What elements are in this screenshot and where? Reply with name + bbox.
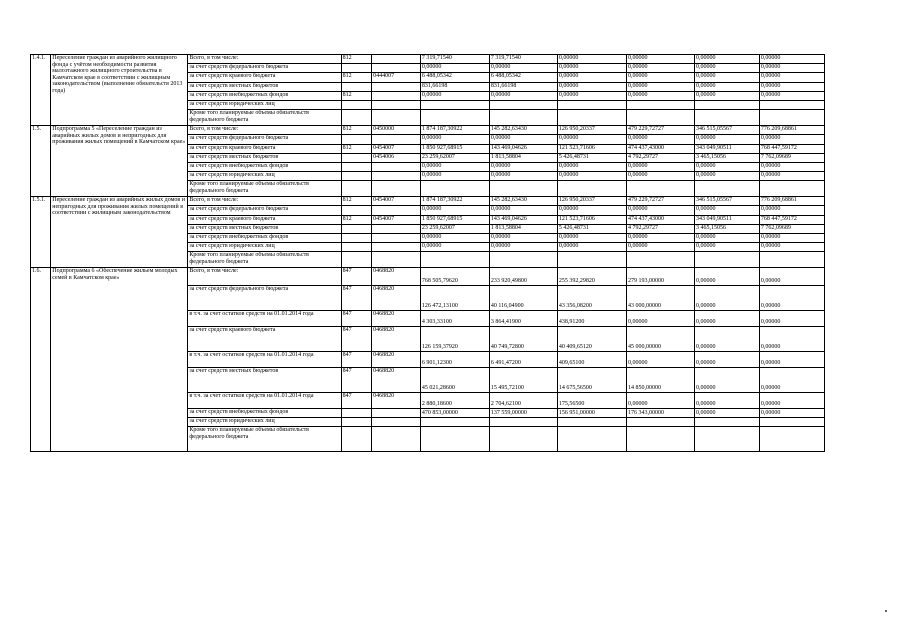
amount-cell: 438,91200 — [557, 310, 626, 326]
amount-cell — [557, 427, 626, 452]
amount-cell: 0,00000 — [626, 82, 694, 91]
amount-cell: 143 469,04626 — [489, 215, 557, 224]
target-article-code: 0454007 — [372, 215, 421, 224]
amount-cell — [420, 181, 489, 197]
amount-cell — [489, 418, 557, 427]
amount-cell: 0,00000 — [759, 351, 824, 367]
amount-cell — [420, 252, 489, 268]
department-code — [341, 408, 371, 417]
amount-cell — [557, 252, 626, 268]
amount-cell: 0,00000 — [489, 64, 557, 73]
amount-cell: 0,00000 — [557, 64, 626, 73]
target-article-code — [372, 135, 421, 144]
funding-source: Кроме того планируемые объемы обязательств федерального бюджета — [188, 252, 341, 268]
amount-cell: 5 426,48731 — [557, 153, 626, 162]
amount-cell: 0,00000 — [626, 135, 694, 144]
amount-cell: 2 880,18600 — [420, 392, 489, 408]
funding-source: за счет средств юридических лиц — [188, 418, 341, 427]
funding-source: за счет средств федерального бюджета — [188, 64, 341, 73]
target-article-code: 0468820 — [372, 326, 421, 351]
target-article-code — [372, 418, 421, 427]
amount-cell: 776 209,68861 — [759, 126, 824, 135]
department-code — [341, 418, 371, 427]
amount-cell: 474 437,43000 — [626, 215, 694, 224]
department-code — [341, 172, 371, 181]
funding-source: за счет средств внебюджетных фондов — [188, 91, 341, 100]
funding-source: Всего, в том числе: — [188, 126, 341, 135]
amount-cell: 0,00000 — [694, 64, 759, 73]
target-article-code — [372, 206, 421, 215]
amount-cell — [420, 427, 489, 452]
amount-cell: 0,00000 — [694, 367, 759, 392]
funding-source: в т.ч. за счет остатков средств на 01.01.2014 года — [188, 310, 341, 326]
amount-cell: 0,00000 — [557, 73, 626, 82]
funding-source: в т.ч. за счет остатков средств на 01.01.2014 года — [188, 351, 341, 367]
item-name: Подпрограмма 5 «Переселение граждан из аварийных жилых домов и непригодных для проживания жилых помещений в Камчатском крае» — [51, 126, 188, 197]
amount-cell: 768 447,59172 — [759, 144, 824, 153]
amount-cell: 45 021,28600 — [420, 367, 489, 392]
amount-cell: 3 465,15056 — [694, 153, 759, 162]
amount-cell: 0,00000 — [759, 64, 824, 73]
amount-cell: 43 000,00000 — [626, 285, 694, 310]
funding-source: Кроме того планируемые объемы обязательств федерального бюджета — [188, 181, 341, 197]
amount-cell: 137 559,00000 — [489, 408, 557, 417]
amount-cell — [759, 110, 824, 126]
amount-cell: 0,00000 — [489, 135, 557, 144]
amount-cell: 768 505,79620 — [420, 268, 489, 286]
department-code: 812 — [341, 73, 371, 82]
department-code — [341, 153, 371, 162]
amount-cell: 43 356,08200 — [557, 285, 626, 310]
amount-cell: 175,56500 — [557, 392, 626, 408]
amount-cell: 0,00000 — [489, 206, 557, 215]
amount-cell: 0,00000 — [759, 326, 824, 351]
budget-table — [30, 54, 825, 452]
target-article-code: 0468820 — [372, 310, 421, 326]
amount-cell: 233 920,49800 — [489, 268, 557, 286]
amount-cell: 0,00000 — [694, 55, 759, 64]
amount-cell: 343 049,90511 — [694, 215, 759, 224]
amount-cell: 0,00000 — [694, 82, 759, 91]
amount-cell — [557, 100, 626, 109]
amount-cell: 23 259,62007 — [420, 153, 489, 162]
amount-cell: 7 762,09689 — [759, 224, 824, 233]
funding-source: за счет средств федерального бюджета — [188, 206, 341, 215]
amount-cell: 0,00000 — [694, 285, 759, 310]
amount-cell: 0,00000 — [420, 64, 489, 73]
target-article-code: 0468820 — [372, 392, 421, 408]
amount-cell — [759, 427, 824, 452]
amount-cell: 0,00000 — [626, 243, 694, 252]
target-article-code: 0454006 — [372, 153, 421, 162]
target-article-code — [372, 181, 421, 197]
amount-cell — [420, 100, 489, 109]
department-code: 812 — [341, 55, 371, 64]
amount-cell: 0,00000 — [759, 392, 824, 408]
amount-cell — [694, 181, 759, 197]
funding-source: Всего, в том числе: — [188, 268, 341, 286]
amount-cell: 15 495,72100 — [489, 367, 557, 392]
amount-cell: 3 465,15056 — [694, 224, 759, 233]
department-code: 812 — [341, 197, 371, 206]
funding-source: за счет средств внебюджетных фондов — [188, 162, 341, 171]
funding-source: за счет средств краевого бюджета — [188, 144, 341, 153]
amount-cell: 0,00000 — [420, 172, 489, 181]
amount-cell — [694, 427, 759, 452]
amount-cell: 6 491,47200 — [489, 351, 557, 367]
amount-cell — [694, 100, 759, 109]
department-code — [341, 206, 371, 215]
amount-cell: 0,00000 — [557, 206, 626, 215]
amount-cell: 0,00000 — [557, 162, 626, 171]
department-code: 812 — [341, 91, 371, 100]
amount-cell: 145 282,63430 — [489, 126, 557, 135]
amount-cell: 6 488,05342 — [420, 73, 489, 82]
amount-cell: 14 850,00000 — [626, 367, 694, 392]
funding-source: Всего, в том числе: — [188, 197, 341, 206]
amount-cell: 23 259,62007 — [420, 224, 489, 233]
amount-cell: 470 853,00000 — [420, 408, 489, 417]
funding-source: за счет средств местных бюджетов — [188, 153, 341, 162]
amount-cell — [759, 252, 824, 268]
target-article-code: 0450000 — [372, 126, 421, 135]
amount-cell: 40 749,72800 — [489, 326, 557, 351]
department-code — [341, 64, 371, 73]
amount-cell: 0,00000 — [626, 73, 694, 82]
department-code: 847 — [341, 310, 371, 326]
amount-cell: 0,00000 — [694, 162, 759, 171]
target-article-code — [372, 100, 421, 109]
amount-cell: 0,00000 — [759, 234, 824, 243]
target-article-code — [372, 234, 421, 243]
amount-cell: 0,00000 — [759, 55, 824, 64]
amount-cell — [694, 418, 759, 427]
amount-cell: 176 343,00000 — [626, 408, 694, 417]
amount-cell — [759, 100, 824, 109]
amount-cell: 0,00000 — [557, 55, 626, 64]
amount-cell: 279 193,00000 — [626, 268, 694, 286]
funding-source: за счет средств краевого бюджета — [188, 326, 341, 351]
amount-cell: 14 675,56500 — [557, 367, 626, 392]
amount-cell: 0,00000 — [694, 91, 759, 100]
department-code — [341, 252, 371, 268]
amount-cell: 0,00000 — [694, 243, 759, 252]
amount-cell: 474 437,43000 — [626, 144, 694, 153]
table-row — [31, 126, 825, 135]
amount-cell: 0,00000 — [694, 408, 759, 417]
target-article-code — [372, 82, 421, 91]
amount-cell — [557, 418, 626, 427]
amount-cell: 0,00000 — [489, 91, 557, 100]
department-code — [341, 162, 371, 171]
funding-source: за счет средств федерального бюджета — [188, 135, 341, 144]
amount-cell: 0,00000 — [489, 234, 557, 243]
target-article-code — [372, 243, 421, 252]
target-article-code: 0468820 — [372, 351, 421, 367]
amount-cell — [626, 110, 694, 126]
amount-cell: 0,00000 — [420, 135, 489, 144]
target-article-code: 0444007 — [372, 73, 421, 82]
amount-cell: 255 392,29820 — [557, 268, 626, 286]
amount-cell: 126 472,13100 — [420, 285, 489, 310]
amount-cell: 0,00000 — [626, 351, 694, 367]
amount-cell — [626, 427, 694, 452]
funding-source: за счет средств краевого бюджета — [188, 73, 341, 82]
department-code: 812 — [341, 144, 371, 153]
amount-cell — [626, 418, 694, 427]
amount-cell: 0,00000 — [420, 234, 489, 243]
department-code — [341, 224, 371, 233]
amount-cell — [557, 181, 626, 197]
department-code — [341, 100, 371, 109]
amount-cell: 0,00000 — [557, 91, 626, 100]
amount-cell: 1 874 187,30922 — [420, 197, 489, 206]
amount-cell — [489, 110, 557, 126]
amount-cell: 479 229,72727 — [626, 126, 694, 135]
amount-cell: 0,00000 — [694, 268, 759, 286]
amount-cell: 831,66198 — [420, 82, 489, 91]
amount-cell: 0,00000 — [626, 234, 694, 243]
amount-cell — [420, 110, 489, 126]
amount-cell: 5 426,48731 — [557, 224, 626, 233]
funding-source: за счет средств юридических лиц — [188, 172, 341, 181]
amount-cell: 479 229,72727 — [626, 197, 694, 206]
department-code: 812 — [341, 126, 371, 135]
department-code: 847 — [341, 351, 371, 367]
amount-cell: 346 515,05567 — [694, 197, 759, 206]
amount-cell: 0,00000 — [759, 310, 824, 326]
amount-cell: 409,65100 — [557, 351, 626, 367]
item-number: 1.5. — [31, 126, 51, 197]
funding-source: за счет средств юридических лиц — [188, 243, 341, 252]
amount-cell: 1 813,58804 — [489, 224, 557, 233]
table-row — [31, 55, 825, 64]
amount-cell: 0,00000 — [489, 243, 557, 252]
funding-source: Кроме того планируемые объемы обязательств федерального бюджета — [188, 110, 341, 126]
amount-cell: 7 319,71540 — [420, 55, 489, 64]
amount-cell: 7 762,09689 — [759, 153, 824, 162]
amount-cell: 831,66198 — [489, 82, 557, 91]
amount-cell — [489, 427, 557, 452]
amount-cell: 126 950,20337 — [557, 197, 626, 206]
amount-cell: 0,00000 — [694, 351, 759, 367]
amount-cell: 4 792,29727 — [626, 153, 694, 162]
scan-dot — [885, 610, 887, 612]
amount-cell — [626, 252, 694, 268]
amount-cell: 2 704,62100 — [489, 392, 557, 408]
amount-cell: 0,00000 — [759, 243, 824, 252]
item-name: Переселение граждан из аварийного жилищного фонда с учётом необходимости развития малоэтажного жилищного строительства в Камчатском крае в соответствии с жилищным законодательством (выполнение обязательств 2013 года) — [51, 55, 188, 126]
amount-cell: 0,00000 — [557, 243, 626, 252]
department-code — [341, 427, 371, 452]
amount-cell: 0,00000 — [420, 243, 489, 252]
amount-cell: 0,00000 — [759, 408, 824, 417]
amount-cell: 768 447,59172 — [759, 215, 824, 224]
department-code: 847 — [341, 285, 371, 310]
amount-cell: 7 319,71540 — [489, 55, 557, 64]
amount-cell: 6 488,05342 — [489, 73, 557, 82]
department-code — [341, 181, 371, 197]
amount-cell: 0,00000 — [759, 135, 824, 144]
target-article-code: 0454007 — [372, 197, 421, 206]
target-article-code: 0468820 — [372, 285, 421, 310]
amount-cell: 0,00000 — [694, 310, 759, 326]
amount-cell — [489, 252, 557, 268]
amount-cell: 0,00000 — [557, 135, 626, 144]
item-number: 1.6. — [31, 268, 51, 452]
department-code: 812 — [341, 215, 371, 224]
amount-cell — [759, 181, 824, 197]
amount-cell — [557, 110, 626, 126]
department-code: 847 — [341, 268, 371, 286]
amount-cell: 4 792,29727 — [626, 224, 694, 233]
amount-cell: 0,00000 — [759, 172, 824, 181]
amount-cell — [759, 418, 824, 427]
amount-cell — [489, 100, 557, 109]
amount-cell: 0,00000 — [759, 82, 824, 91]
department-code — [341, 243, 371, 252]
amount-cell: 0,00000 — [694, 172, 759, 181]
amount-cell: 0,00000 — [557, 234, 626, 243]
department-code: 847 — [341, 367, 371, 392]
department-code: 847 — [341, 326, 371, 351]
amount-cell: 0,00000 — [626, 392, 694, 408]
funding-source: в т.ч. за счет остатков средств на 01.01.2014 года — [188, 392, 341, 408]
funding-source: за счет средств местных бюджетов — [188, 224, 341, 233]
department-code — [341, 110, 371, 126]
amount-cell: 1 874 187,30922 — [420, 126, 489, 135]
amount-cell: 1 850 927,68915 — [420, 215, 489, 224]
target-article-code — [372, 64, 421, 73]
funding-source: за счет средств краевого бюджета — [188, 215, 341, 224]
target-article-code — [372, 408, 421, 417]
target-article-code — [372, 110, 421, 126]
amount-cell: 0,00000 — [489, 172, 557, 181]
funding-source: за счет средств местных бюджетов — [188, 367, 341, 392]
amount-cell: 156 951,00000 — [557, 408, 626, 417]
funding-source: за счет средств федерального бюджета — [188, 285, 341, 310]
amount-cell: 143 469,04626 — [489, 144, 557, 153]
amount-cell: 0,00000 — [694, 392, 759, 408]
item-name: Подпрограмма 6 «Обеспечение жильем молодых семей в Камчатском крае» — [51, 268, 188, 452]
department-code — [341, 82, 371, 91]
target-article-code: 0468820 — [372, 367, 421, 392]
amount-cell: 0,00000 — [626, 162, 694, 171]
amount-cell: 0,00000 — [557, 82, 626, 91]
department-code: 847 — [341, 392, 371, 408]
amount-cell: 0,00000 — [694, 234, 759, 243]
amount-cell: 1 813,58804 — [489, 153, 557, 162]
amount-cell — [420, 418, 489, 427]
item-number: 1.4.1. — [31, 55, 51, 126]
table-row — [31, 268, 825, 286]
amount-cell — [694, 110, 759, 126]
amount-cell: 0,00000 — [489, 162, 557, 171]
amount-cell: 1 850 927,68915 — [420, 144, 489, 153]
amount-cell: 0,00000 — [420, 206, 489, 215]
amount-cell: 0,00000 — [759, 367, 824, 392]
department-code — [341, 135, 371, 144]
amount-cell — [489, 181, 557, 197]
amount-cell: 0,00000 — [759, 285, 824, 310]
target-article-code — [372, 172, 421, 181]
amount-cell: 6 901,12300 — [420, 351, 489, 367]
amount-cell: 4 303,33100 — [420, 310, 489, 326]
amount-cell: 121 523,71606 — [557, 215, 626, 224]
amount-cell: 0,00000 — [694, 135, 759, 144]
amount-cell: 3 864,41900 — [489, 310, 557, 326]
amount-cell: 0,00000 — [694, 326, 759, 351]
amount-cell: 0,00000 — [694, 206, 759, 215]
item-number: 1.5.1. — [31, 197, 51, 268]
amount-cell: 0,00000 — [626, 206, 694, 215]
budget-table-body — [31, 55, 825, 452]
target-article-code — [372, 55, 421, 64]
amount-cell: 343 049,90511 — [694, 144, 759, 153]
table-row — [31, 197, 825, 206]
amount-cell: 0,00000 — [759, 162, 824, 171]
amount-cell — [694, 252, 759, 268]
amount-cell: 0,00000 — [626, 64, 694, 73]
amount-cell: 0,00000 — [759, 206, 824, 215]
amount-cell: 0,00000 — [759, 91, 824, 100]
amount-cell: 776 209,68861 — [759, 197, 824, 206]
target-article-code: 0454007 — [372, 144, 421, 153]
funding-source: за счет средств местных бюджетов — [188, 82, 341, 91]
amount-cell — [626, 100, 694, 109]
amount-cell — [626, 181, 694, 197]
amount-cell: 0,00000 — [626, 172, 694, 181]
amount-cell: 45 000,00000 — [626, 326, 694, 351]
target-article-code — [372, 252, 421, 268]
amount-cell: 0,00000 — [420, 162, 489, 171]
funding-source: за счет средств юридических лиц — [188, 100, 341, 109]
target-article-code — [372, 427, 421, 452]
amount-cell: 40 409,65120 — [557, 326, 626, 351]
amount-cell: 145 282,63430 — [489, 197, 557, 206]
amount-cell: 126 159,37920 — [420, 326, 489, 351]
amount-cell: 0,00000 — [557, 172, 626, 181]
amount-cell: 121 523,71606 — [557, 144, 626, 153]
amount-cell: 0,00000 — [626, 55, 694, 64]
funding-source: Всего, в том числе: — [188, 55, 341, 64]
amount-cell: 0,00000 — [759, 73, 824, 82]
item-name: Переселение граждан из аварийных жилых домов и непригодных для проживания жилых помещений в соответствии с жилищным законодательством — [51, 197, 188, 268]
amount-cell: 126 950,20337 — [557, 126, 626, 135]
amount-cell: 0,00000 — [694, 73, 759, 82]
amount-cell: 0,00000 — [626, 310, 694, 326]
department-code — [341, 234, 371, 243]
funding-source: за счет средств внебюджетных фондов — [188, 234, 341, 243]
target-article-code: 0468820 — [372, 268, 421, 286]
amount-cell: 0,00000 — [626, 91, 694, 100]
target-article-code — [372, 224, 421, 233]
amount-cell: 0,00000 — [759, 268, 824, 286]
amount-cell: 40 116,04900 — [489, 285, 557, 310]
amount-cell: 0,00000 — [420, 91, 489, 100]
target-article-code — [372, 91, 421, 100]
funding-source: за счет средств внебюджетных фондов — [188, 408, 341, 417]
funding-source: Кроме того планируемые объемы обязательств федерального бюджета — [188, 427, 341, 452]
target-article-code — [372, 162, 421, 171]
amount-cell: 346 515,05567 — [694, 126, 759, 135]
